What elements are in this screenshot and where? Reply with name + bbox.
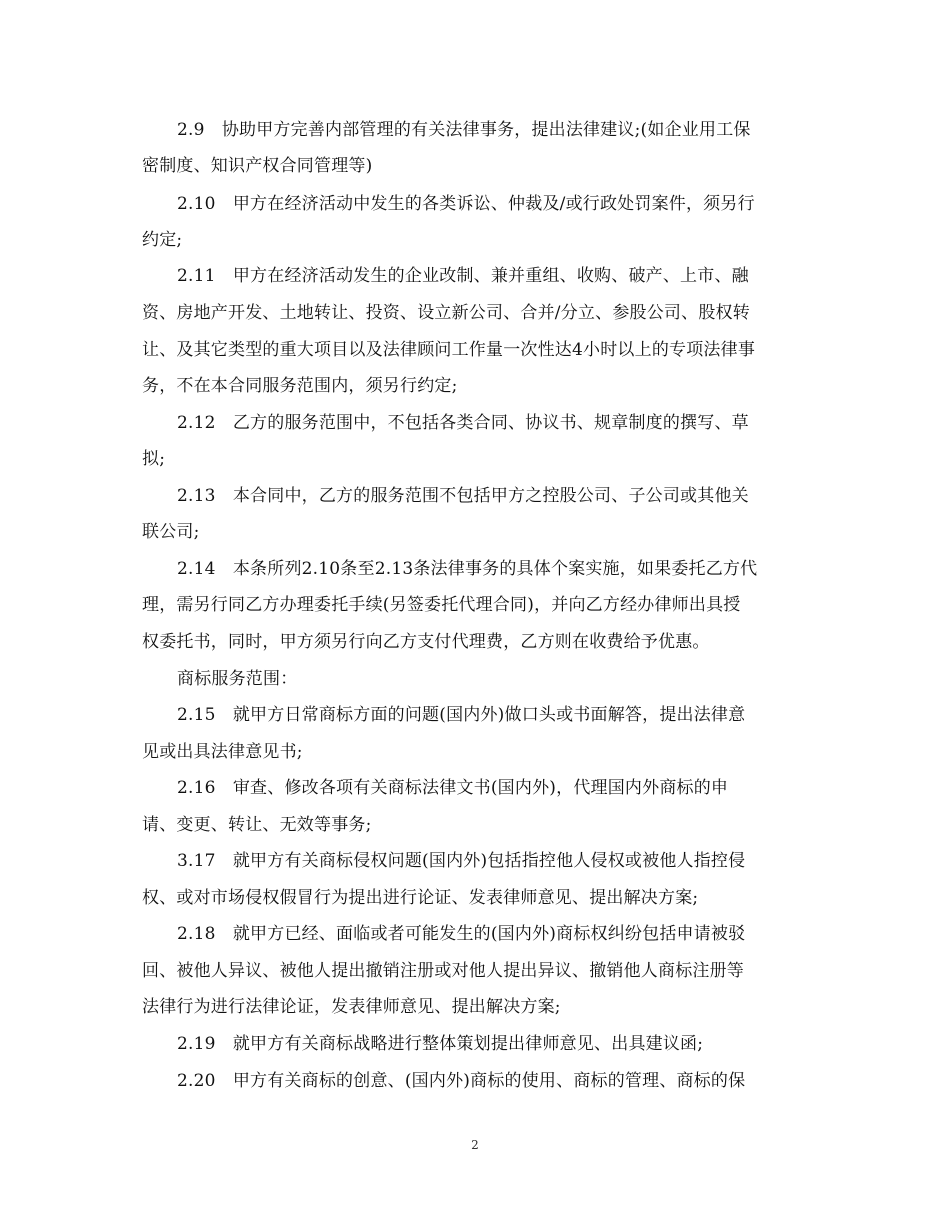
text-line: 拟; (142, 449, 166, 469)
text-line: 法律行为进行法律论证，发表律师意见、提出解决方案; (142, 997, 561, 1017)
text-line: 2.11 甲方在经济活动发生的企业改制、兼并重组、收购、破产、上市、融 (177, 266, 749, 286)
text-line: 权、或对市场侵权假冒行为提出进行论证、发表律师意见、提出解决方案; (142, 888, 699, 908)
text-line: 回、被他人异议、被他人提出撤销注册或对他人提出异议、撤销他人商标注册等 (142, 961, 744, 981)
section-heading: 商标服务范围： (177, 669, 298, 689)
text-line: 2.13 本合同中，乙方的服务范围不包括甲方之控股公司、子公司或其他关 (177, 486, 749, 506)
text-line: 2.10 甲方在经济活动中发生的各类诉讼、仲裁及/或行政处罚案件，须另行 (177, 194, 755, 214)
text-line: 3.17 就甲方有关商标侵权问题(国内外)包括指控他人侵权或被他人指控侵 (177, 851, 746, 871)
page-number: 2 (471, 1138, 479, 1152)
text-line: 密制度、知识产权合同管理等) (142, 156, 373, 176)
text-line: 请、变更、转让、无效等事务; (142, 815, 372, 835)
text-line: 2.18 就甲方已经、面临或者可能发生的(国内外)商标权纠纷包括申请被驳 (177, 924, 746, 944)
text-line: 2.16 审查、修改各项有关商标法律文书(国内外)，代理国内外商标的申 (177, 778, 729, 798)
text-line: 2.14 本条所列2.10条至2.13条法律事务的具体个案实施，如果委托乙方代 (177, 559, 758, 579)
text-line: 务，不在本合同服务范围内，须另行约定; (142, 376, 458, 396)
text-line: 2.12 乙方的服务范围中，不包括各类合同、协议书、规章制度的撰写、草 (177, 413, 749, 433)
text-line: 权委托书，同时，甲方须另行向乙方支付代理费，乙方则在收费给予优惠。 (142, 632, 710, 652)
text-line: 2.20 甲方有关商标的创意、(国内外)商标的使用、商标的管理、商标的保 (177, 1071, 746, 1091)
text-line: 2.15 就甲方日常商标方面的问题(国内外)做口头或书面解答，提出法律意 (177, 705, 746, 725)
text-line: 联公司; (142, 522, 200, 542)
text-line: 2.9 协助甲方完善内部管理的有关法律事务，提出法律建议;(如企业用工保 (177, 120, 751, 140)
text-line: 约定; (142, 230, 183, 250)
text-line: 见或出具法律意见书; (142, 742, 303, 762)
text-line: 资、房地产开发、土地转让、投资、设立新公司、合并/分立、参股公司、股权转 (142, 303, 750, 323)
text-line: 让、及其它类型的重大项目以及法律顾问工作量一次性达4小时以上的专项法律事 (142, 340, 756, 360)
text-line: 2.19 就甲方有关商标战略进行整体策划提出律师意见、出具建议函; (177, 1034, 704, 1054)
text-line: 理，需另行同乙方办理委托手续(另签委托代理合同)，并向乙方经办律师出具授 (142, 595, 741, 615)
